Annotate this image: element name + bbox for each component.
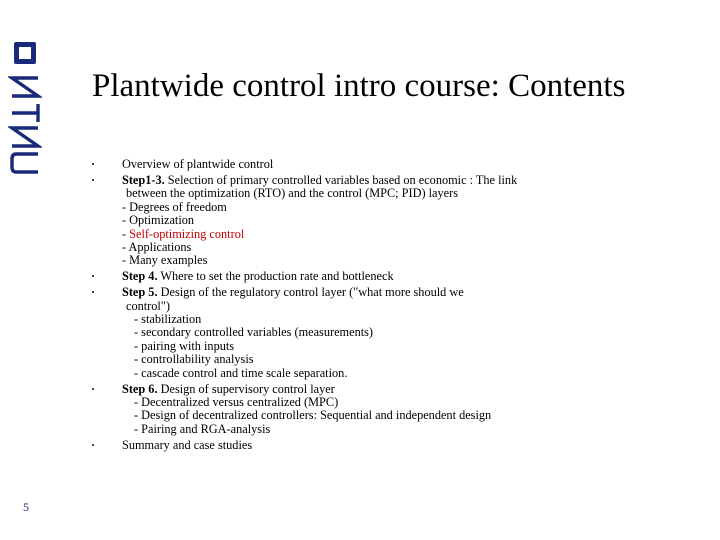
item-subline: - secondary controlled variables (measurements): [134, 325, 374, 340]
list-item: [88, 158, 698, 171]
item-subline: control"): [126, 298, 170, 313]
list-item: [88, 383, 698, 437]
item-step: Step 5.: [122, 285, 158, 300]
list-item: • Step1-3. Selection of primary controlled variables based on economic : The link between the optimization (RTO) and the control (MPC; PID) layers - Degrees of freedom - Optimization - Self-optimizing control - Applications - Many examples: [88, 174, 698, 268]
list-item: [88, 270, 698, 283]
item-subline: - Degrees of freedom: [122, 199, 227, 214]
list-item: [88, 439, 698, 452]
item-subline: - Decentralized versus centralized (MPC): [134, 394, 339, 409]
content-list: [88, 158, 698, 452]
item-text: Overview of plantwide control: [122, 157, 274, 171]
item-step: Step 4.: [122, 269, 158, 284]
item-text: Summary and case studies: [122, 437, 253, 452]
item-subline: - Applications: [122, 239, 192, 254]
sidebar: [0, 0, 53, 540]
item-text: Where to set the production rate and bottleneck: [157, 269, 394, 284]
item-subline: between the optimization (RTO) and the control (MPC; PID) layers: [126, 186, 459, 201]
list-item: [88, 286, 698, 380]
bullet-icon: •: [91, 160, 95, 169]
item-subline: - Optimization: [122, 213, 195, 228]
bullet-icon: •: [91, 175, 95, 185]
item-subline: - Design of decentralized controllers: Sequential and independent design: [134, 408, 492, 423]
item-step: Step 6.: [122, 381, 158, 396]
item-text: Selection of primary controlled variables based on economic : The link: [164, 172, 518, 187]
bullet-icon: •: [91, 288, 95, 298]
item-subline: - Many examples: [122, 253, 208, 268]
bullet-icon: •: [91, 272, 95, 282]
item-subline-highlight: Self-optimizing control: [129, 226, 245, 241]
item-subline: - stabilization: [134, 311, 202, 326]
slide-title: Plantwide control intro course: Contents: [92, 68, 626, 104]
item-text: Design of the regulatory control layer ("what more should we: [157, 285, 464, 300]
item-subline: - pairing with inputs: [134, 338, 235, 353]
bullet-icon: •: [91, 440, 95, 450]
ntnu-logo: [8, 36, 42, 176]
item-subline: - Pairing and RGA-analysis: [134, 421, 271, 436]
slide-number: 5: [23, 500, 29, 514]
bullet-icon: •: [91, 384, 95, 394]
item-step: Step1-3.: [122, 172, 165, 187]
ntnu-logo-icon: [8, 36, 42, 176]
item-subline: - controllability analysis: [134, 352, 254, 367]
item-text: Design of supervisory control layer: [157, 381, 335, 396]
item-subline: - cascade control and time scale separation.: [134, 365, 348, 380]
